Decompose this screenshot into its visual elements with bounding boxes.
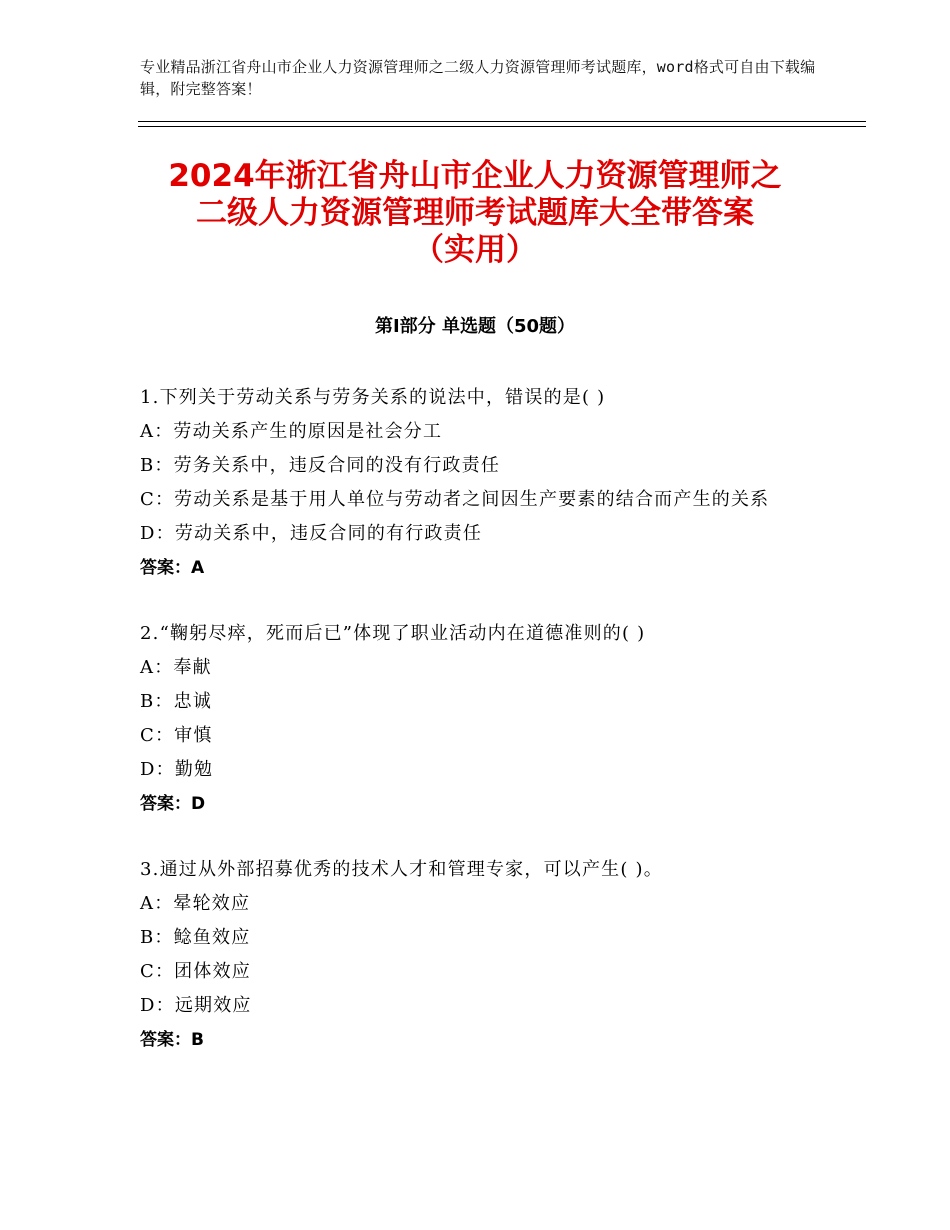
option-d: D：劳动关系中，违反合同的有行政责任 bbox=[140, 523, 483, 544]
header-divider bbox=[138, 121, 866, 127]
question-1 bbox=[140, 381, 820, 585]
header-note: 专业精品浙江省舟山市企业人力资源管理师之二级人力资源管理师考试题库，word格式可自由下载编辑，附完整答案！ bbox=[140, 58, 816, 98]
option-c: C：团体效应 bbox=[140, 961, 251, 982]
option-c: C：审慎 bbox=[140, 725, 213, 746]
document-title-line-2: 二级人力资源管理师考试题库大全带答案 bbox=[196, 195, 754, 231]
option-d: D：勤勉 bbox=[140, 759, 214, 780]
option-b: B：劳务关系中，违反合同的没有行政责任 bbox=[140, 455, 501, 476]
answer-label: 答案：A bbox=[140, 558, 205, 578]
option-d: D：远期效应 bbox=[140, 995, 252, 1016]
section-title: 第Ⅰ部分 单选题（50题） bbox=[374, 316, 575, 337]
option-a: A：晕轮效应 bbox=[140, 893, 251, 914]
question-stem: 3.通过从外部招募优秀的技术人才和管理专家，可以产生( )。 bbox=[140, 859, 663, 880]
question-stem: 1.下列关于劳动关系与劳务关系的说法中，错误的是( ) bbox=[140, 387, 606, 408]
question-stem: 2.“鞠躬尽瘁，死而后已”体现了职业活动内在道德准则的( ) bbox=[140, 623, 646, 644]
document-title-line-1: 2024年浙江省舟山市企业人力资源管理师之 bbox=[168, 158, 782, 194]
option-c: C：劳动关系是基于用人单位与劳动者之间因生产要素的结合而产生的关系 bbox=[140, 489, 770, 510]
question-3 bbox=[140, 853, 820, 1057]
document-title bbox=[120, 158, 830, 269]
answer-label: 答案：B bbox=[140, 1030, 204, 1050]
option-a: A：奉献 bbox=[140, 657, 212, 678]
option-b: B：忠诚 bbox=[140, 691, 213, 712]
question-2 bbox=[140, 617, 820, 821]
option-b: B：鲶鱼效应 bbox=[140, 927, 251, 948]
option-a: A：劳动关系产生的原因是社会分工 bbox=[140, 421, 443, 442]
answer-label: 答案：D bbox=[140, 794, 206, 814]
question-list bbox=[140, 381, 820, 1089]
document-title-line-3: （实用） bbox=[413, 232, 537, 268]
